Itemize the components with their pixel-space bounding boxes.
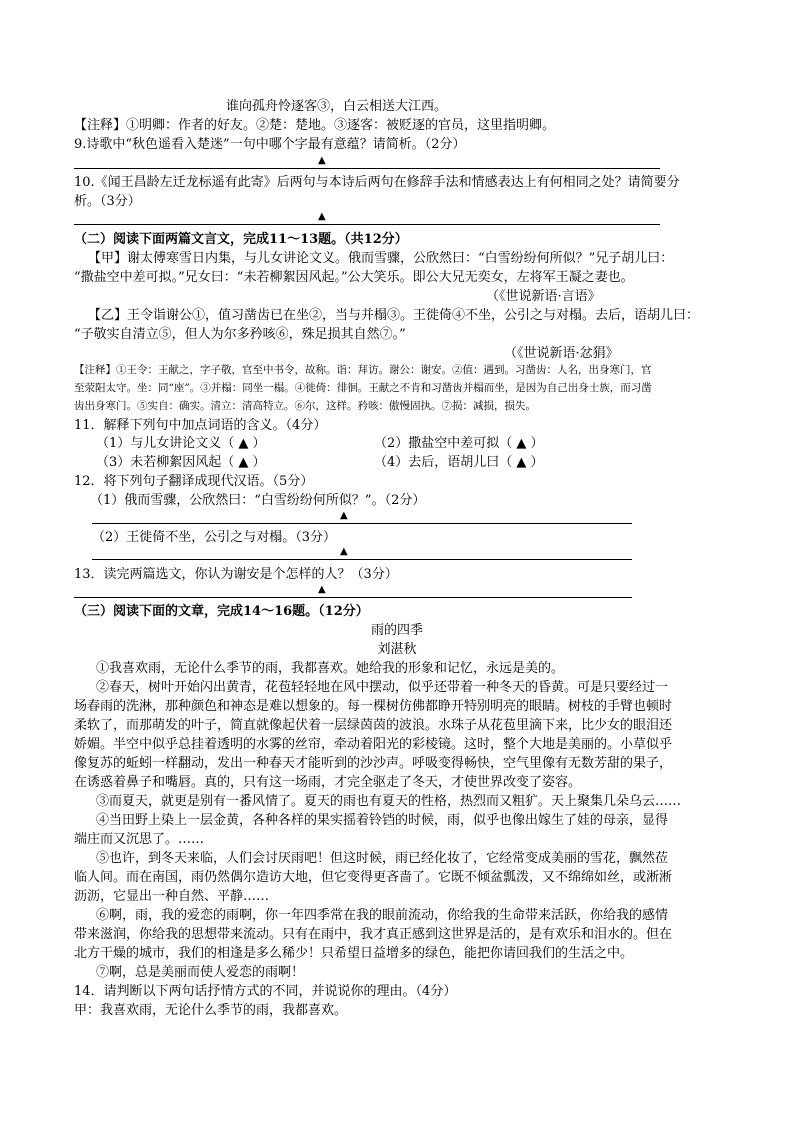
question-12-1: （1）俄而雪骤，公欣然曰：“白雪纷纷何所似？”。（2分）: [90, 493, 426, 508]
answer-line[interactable]: [92, 523, 632, 524]
paragraph-2-line: 像复苏的蚯蚓一样翻动，发出一种春天才能听到的沙沙声。呼吸变得畅快，空气里像有无数芳甜的果子，: [74, 756, 673, 771]
paragraph-2-line: ②春天，树叶开始闪出黄青，花苞轻轻地在风中摆动，似乎还带着一种冬天的昏黄。可是只要经过一: [96, 680, 669, 695]
question-11-item-2: （2）撒盐空中差可拟（ ▲ ）: [374, 436, 544, 451]
poem-line: 谁向孤舟怜逐客③，白云相送大江西。: [226, 99, 448, 114]
text-jia-line-2: “撒盐空中差可拟。”兄女曰：“未若柳絮因风起。”公大笑乐。即公大兄无奕女，左将军王凝之妻也。: [74, 270, 634, 285]
paragraph-1: ①我喜欢雨，无论什么季节的雨，我都喜欢。她给我的形象和记忆，永远是美的。: [96, 661, 565, 676]
text-yi-note-line-2: 至荥阳太守。坐：同“座”。③并榻：同坐一榻。④徙倚：徘徊。王献之不肯和习凿齿并榻而坐，是因为自己出身士族，而习凿: [74, 382, 652, 394]
paragraph-2-line: 娇媚。半空中似乎总挂着透明的水雾的丝帘，牵动着阳光的彩棱镜。这时，整个大地是美丽的。小草似乎: [74, 737, 673, 752]
text-yi-note-line-3: 齿出身寒门。⑤实自：确实。清立：清高特立。⑥尔，这样。矜咳：傲慢固执。⑦损：减损，损失。: [74, 400, 536, 412]
text-jia-line-1: 【甲】谢太傅寒雪日内集，与儿女讲论文义。俄而雪骤，公欣然曰：“白雪纷纷何所似？”兄子胡儿曰：: [88, 251, 674, 266]
question-12: 12．将下列句子翻译成现代汉语。（5分）: [74, 474, 314, 489]
answer-marker: ▲: [340, 510, 348, 521]
answer-line[interactable]: [92, 559, 632, 560]
text-yi-line-2: “子敬实自清立⑤，但人为尔多矜咳⑥，殊足损其自然⑦。”: [74, 327, 406, 342]
answer-marker: ▲: [340, 546, 348, 557]
question-10-line-1: 10.《闻王昌龄左迁龙标遥有此寄》后两句与本诗后两句在修辞手法和情感表达上有何相同之处？请简要分: [74, 175, 680, 190]
paragraph-4-line: 端庄而又沉思了。……: [74, 832, 205, 847]
answer-line[interactable]: [74, 597, 632, 598]
paragraph-2-line: 在诱惑着鼻子和嘴唇。真的，只有这一场雨，才完全驱走了冬天，才使世界改变了姿容。: [74, 775, 582, 790]
answer-line[interactable]: [74, 168, 660, 169]
question-9: 9.诗歌中“秋色遥看入楚迷”一句中哪个字最有意蕴？请简析。（2分）: [74, 137, 466, 152]
question-11: 11．解释下列句中加点词语的含义。（4分）: [74, 418, 327, 433]
question-11-item-4: （4）去后，语胡儿曰（ ▲ ）: [374, 455, 544, 470]
paragraph-2-line: 场春雨的洗淋，那种颜色和神态是难以想象的。每一棵树仿佛都睁开特别明亮的眼睛。树枝的手臂也顿时: [74, 699, 673, 714]
section-2-heading: （二）阅读下面两篇文言文，完成11～13题。（共12分）: [74, 232, 408, 247]
essay-title: 雨的四季: [370, 623, 423, 638]
text-yi-line-1: 【乙】王令诣谢公①，值习凿齿已在坐②，当与并榻③。王徙倚④不坐，公引之与对榻。去后，语胡儿曰：: [88, 308, 700, 323]
paragraph-7: ⑦啊，总是美丽而使人爱恋的雨啊！: [96, 965, 305, 980]
question-14: 14．请判断以下两句话抒情方式的不同，并说说你的理由。（4分）: [74, 984, 457, 999]
text-yi-source: （《世说新语·忿狷》: [504, 346, 619, 361]
text-jia-source: （《世说新语·言语》: [486, 289, 601, 304]
paragraph-6-line: 带来滋润，你给我的思想带来流动。只有在雨中，我才真正感到这世界是活的，是有欢乐和泪水的。但在: [74, 927, 673, 942]
answer-marker: ▲: [318, 211, 326, 222]
paragraph-5-line: 沥沥，它显出一种自然、平静……: [74, 889, 270, 904]
answer-line[interactable]: [74, 224, 660, 225]
question-11-item-1: （1）与儿女讲论文义（ ▲ ）: [96, 436, 266, 451]
paragraph-6-line: 北方干燥的城市，我们的相逢是多么稀少！只希望日益增多的绿色，能把你请回我们的生活之中。: [74, 946, 634, 961]
question-12-2: （2）王徙倚不坐，公引之与对榻。（3分）: [92, 530, 337, 545]
question-13: 13．读完两篇选文，你认为谢安是个怎样的人？（3分）: [74, 567, 398, 582]
poem-note: 【注释】①明卿：作者的好友。②楚：楚地。③逐客：被贬逐的官员，这里指明卿。: [74, 118, 556, 133]
paragraph-4-line: ④当田野上染上一层金黄，各种各样的果实摇着铃铛的时候，雨，似乎也像出嫁生了娃的母亲，显得: [96, 813, 669, 828]
question-10-line-2: 析。（3分）: [74, 194, 141, 209]
paragraph-3: ③而夏天，就更是别有一番风情了。夏天的雨也有夏天的性格，热烈而又粗犷。天上聚集几朵乌云……: [96, 794, 682, 809]
text-yi-note-line-1: 【注释】①王令：王献之，字子敬，官至中书令，故称。诣：拜访。谢公：谢安。②值：遇到。习凿齿：人名，出身寒门，官: [74, 364, 652, 376]
answer-marker: ▲: [318, 584, 326, 595]
essay-author: 刘湛秋: [377, 642, 417, 657]
section-3-heading: （三）阅读下面的文章，完成14～16题。（12分）: [74, 604, 369, 619]
answer-marker: ▲: [318, 155, 326, 166]
question-11-item-3: （3）未若柳絮因风起（ ▲ ）: [96, 455, 266, 470]
paragraph-6-line: ⑥啊，雨，我的爱恋的雨啊，你一年四季常在我的眼前流动，你给我的生命带来活跃，你给我的感情: [96, 908, 669, 923]
paragraph-2-line: 柔软了，而那萌发的叶子，简直就像起伏着一层绿茵茵的波浪。水珠子从花苞里滴下来，比少女的眼泪还: [74, 718, 673, 733]
question-14-sentence-jia: 甲：我喜欢雨，无论什么季节的雨，我都喜欢。: [74, 1003, 348, 1018]
paragraph-5-line: 临人间。而在南国，雨仍然偶尔造访大地，但它变得更吝啬了。它既不倾盆瓢泼，又不绵绵如丝，或淅淅: [74, 870, 673, 885]
paragraph-5-line: ⑤也许，到冬天来临，人们会讨厌雨吧！但这时候，雨已经化妆了，它经常变成美丽的雪花，飘然莅: [96, 851, 669, 866]
